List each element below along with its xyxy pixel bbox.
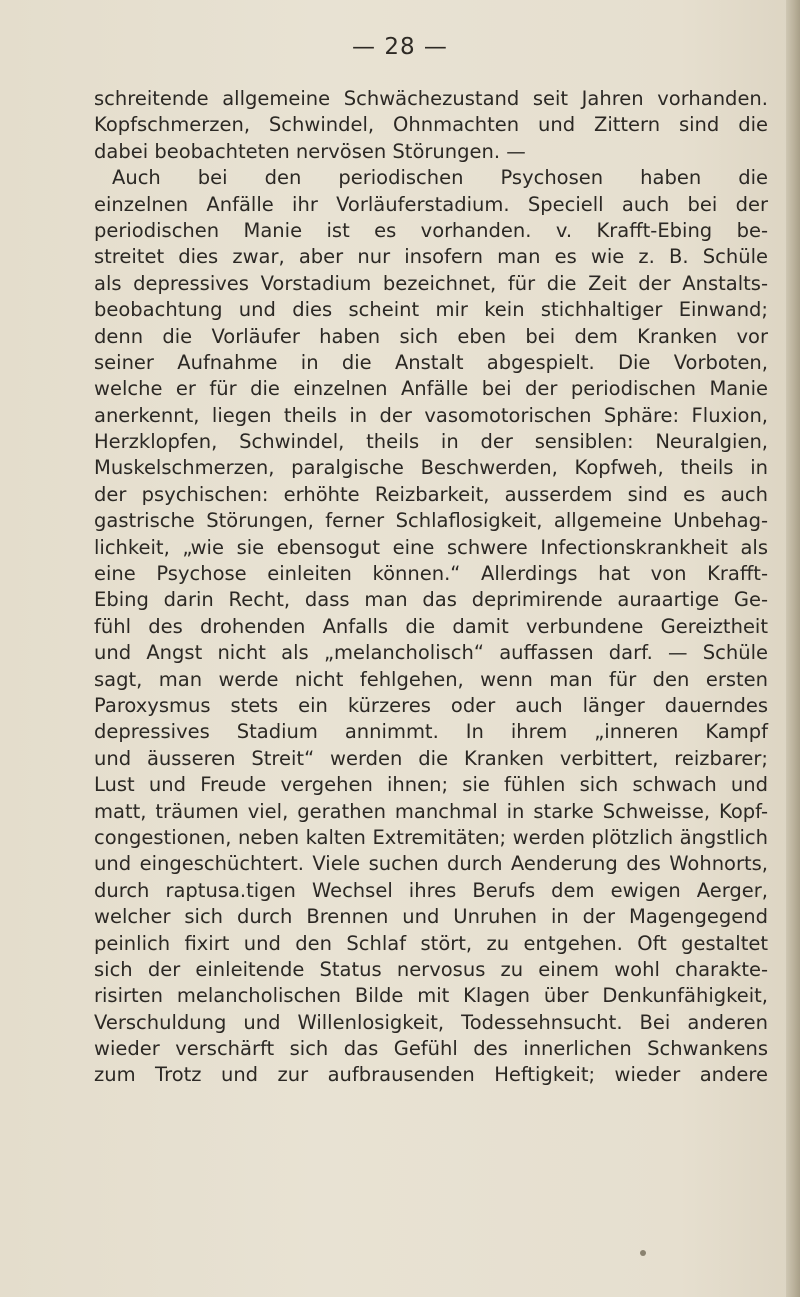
body-text	[94, 86, 768, 1089]
text-line: Ebing darin Recht, dass man das deprimirende auraartige Ge-	[94, 588, 768, 612]
text-line: Auch bei den periodischen Psychosen haben die	[112, 166, 768, 190]
text-line: Verschuldung und Willenlosigkeit, Todessehnsucht. Bei anderen	[94, 1010, 768, 1034]
text-line: schreitende allgemeine Schwächezustand seit Jahren vorhanden.	[94, 87, 768, 110]
text-line: Muskelschmerzen, paralgische Beschwerden, Kopfweh, theils in	[94, 456, 768, 480]
text-line: einzelnen Anfälle ihr Vorläuferstadium. Speciell auch bei der	[94, 192, 768, 216]
text-line: und eingeschüchtert. Viele suchen durch Aenderung des Wohnorts,	[94, 852, 768, 876]
text-line: dabei beobachteten nervösen Störungen. —	[94, 139, 526, 163]
text-line: sagt, man werde nicht fehlgehen, wenn man für den ersten	[94, 667, 768, 691]
text-line: welcher sich durch Brennen und Unruhen in der Magengegend	[94, 905, 768, 929]
text-line: Paroxysmus stets ein kürzeres oder auch länger dauerndes	[94, 693, 768, 717]
text-line: congestionen, neben kalten Extremitäten; werden plötzlich ängstlich	[94, 825, 768, 849]
text-line: Kopfschmerzen, Schwindel, Ohnmachten und Zittern sind die	[94, 113, 768, 137]
text-line: welche er für die einzelnen Anfälle bei der periodischen Manie	[94, 377, 768, 401]
text-line: wieder verschärft sich das Gefühl des innerlichen Schwankens	[94, 1037, 768, 1061]
text-line: anerkennt, liegen theils in der vasomotorischen Sphäre: Fluxion,	[94, 403, 768, 427]
text-line: eine Psychose einleiten können.“ Allerdings hat von Krafft-	[94, 562, 768, 586]
text-line: seiner Aufnahme in die Anstalt abgespielt. Die Vorboten,	[94, 350, 768, 374]
text-line: durch raptusa.tigen Wechsel ihres Berufs dem ewigen Aerger,	[94, 878, 768, 902]
text-line: gastrische Störungen, ferner Schlaflosigkeit, allgemeine Unbehag-	[94, 509, 768, 533]
text-line: sich der einleitende Status nervosus zu einem wohl charakte-	[94, 957, 768, 981]
text-line: Herzklopfen, Schwindel, theils in der sensiblen: Neuralgien,	[94, 430, 768, 454]
text-line: peinlich fixirt und den Schlaf stört, zu entgehen. Oft gestaltet	[94, 931, 768, 955]
text-line: periodischen Manie ist es vorhanden. v. Krafft-Ebing be-	[94, 218, 768, 242]
text-line: lichkeit, „wie sie ebensogut eine schwere Infectionskrankheit als	[94, 535, 768, 559]
text-line: depressives Stadium annimmt. In ihrem „inneren Kampf	[94, 720, 768, 744]
text-line: zum Trotz und zur aufbrausenden Heftigkeit; wieder andere	[94, 1063, 768, 1087]
page-number: — 28 —	[352, 34, 448, 60]
text-line: risirten melancholischen Bilde mit Klagen über Denkunfähigkeit,	[94, 984, 768, 1008]
text-line: fühl des drohenden Anfalls die damit verbundene Gereiztheit	[94, 614, 768, 638]
text-line: denn die Vorläufer haben sich eben bei dem Kranken vor	[94, 324, 768, 348]
text-line: der psychischen: erhöhte Reizbarkeit, ausserdem sind es auch	[94, 482, 768, 506]
text-line: als depressives Vorstadium bezeichnet, für die Zeit der Anstalts-	[94, 271, 768, 295]
text-line: matt, träumen viel, gerathen manchmal in starke Schweisse, Kopf-	[94, 799, 768, 823]
text-line: streitet dies zwar, aber nur insofern man es wie z. B. Schüle	[94, 245, 768, 269]
ink-speck	[640, 1250, 646, 1256]
text-line: und Angst nicht als „melancholisch“ auffassen darf. — Schüle	[94, 641, 768, 665]
text-line: Lust und Freude vergehen ihnen; sie fühlen sich schwach und	[94, 773, 768, 797]
text-line: und äusseren Streit“ werden die Kranken verbittert, reizbarer;	[94, 746, 768, 770]
page-edge	[786, 0, 800, 1297]
text-line: beobachtung und dies scheint mir kein stichhaltiger Einwand;	[94, 298, 768, 322]
